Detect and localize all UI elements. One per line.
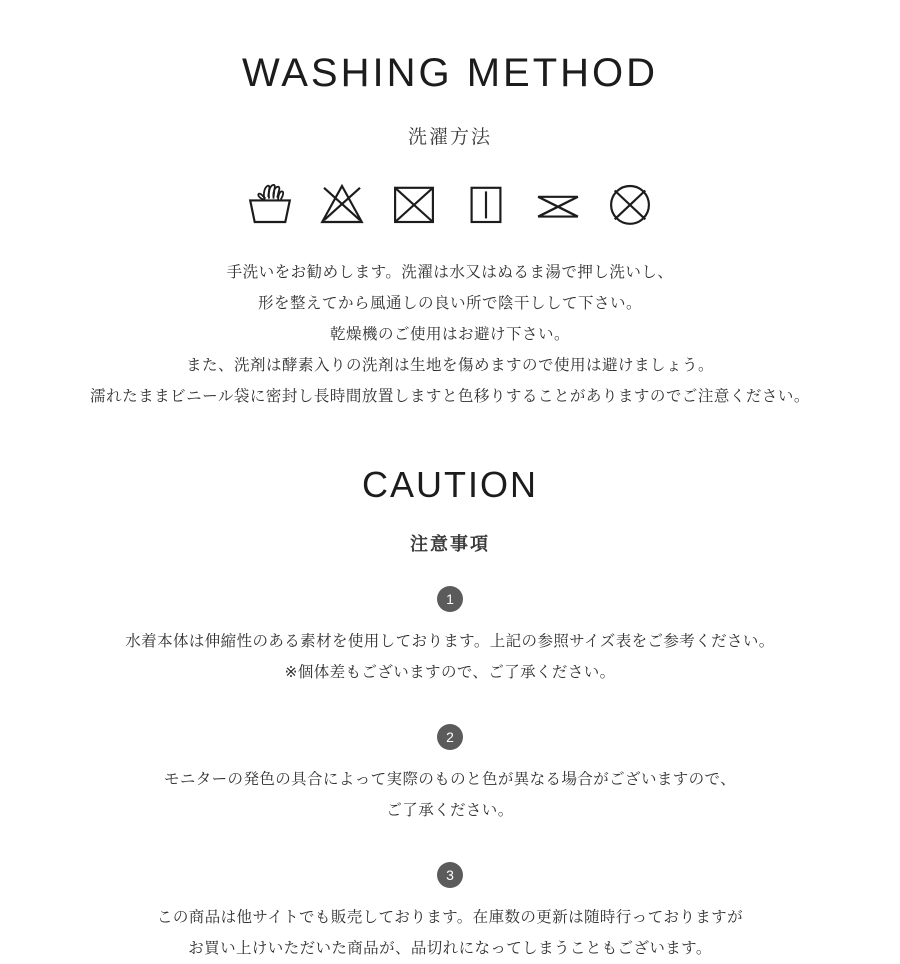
caution-item-1-body (0, 626, 900, 688)
caution-1-line-2: ※個体差もございますので、ご了承ください。 (284, 663, 616, 681)
washing-line-4: また、洗剤は酵素入りの洗剤は生地を傷めますので使用は避けましょう。 (185, 356, 714, 374)
washing-line-5: 濡れたままビニール袋に密封し長時間放置しますと色移りすることがありますのでご注意ください。 (90, 387, 810, 405)
caution-number-badge-3: 3 (437, 862, 463, 888)
no-bleach-icon (315, 177, 369, 231)
no-tumble-dry-icon (387, 177, 441, 231)
caution-2-line-1: モニターの発色の具合によって実際のものと色が異なる場合がございますので、 (163, 770, 737, 788)
washing-method-section (0, 0, 900, 412)
no-dry-clean-icon (603, 177, 657, 231)
caution-item-3 (0, 862, 900, 964)
caution-title-jp: 注意事項 (410, 533, 490, 554)
caution-3-line-1: この商品は他サイトでも販売しております。在庫数の更新は随時行っておりますが (157, 908, 743, 926)
washing-line-2: 形を整えてから風通しの良い所で陰干しして下さい。 (257, 294, 642, 312)
iron-low-icon (459, 177, 513, 231)
no-wring-icon (531, 177, 585, 231)
caution-item-2 (0, 724, 900, 826)
caution-title-en: CAUTION (362, 463, 538, 505)
caution-1-line-1: 水着本体は伸縮性のある素材を使用しております。上記の参照サイズ表をご参考ください。 (125, 632, 775, 650)
hand-wash-icon (243, 177, 297, 231)
caution-item-3-body (0, 902, 900, 964)
caution-number-badge-2: 2 (437, 724, 463, 750)
caution-3-line-2: お買い上けいただいた商品が、品切れになってしまうこともございます。 (188, 939, 712, 957)
care-symbols-row (0, 177, 900, 231)
washing-line-1: 手洗いをお勧めします。洗濯は水又はぬるま湯で押し洗いし、 (226, 263, 674, 281)
caution-number-badge-1: 1 (437, 586, 463, 612)
washing-method-description (0, 257, 900, 412)
caution-item-1 (0, 586, 900, 688)
washing-method-title-en: WASHING METHOD (241, 50, 659, 95)
caution-section (0, 464, 900, 964)
washing-line-3: 乾燥機のご使用はお避け下さい。 (329, 325, 570, 343)
caution-item-2-body (0, 764, 900, 826)
caution-2-line-2: ご了承ください。 (386, 801, 514, 819)
washing-method-title-jp: 洗濯方法 (407, 126, 492, 148)
